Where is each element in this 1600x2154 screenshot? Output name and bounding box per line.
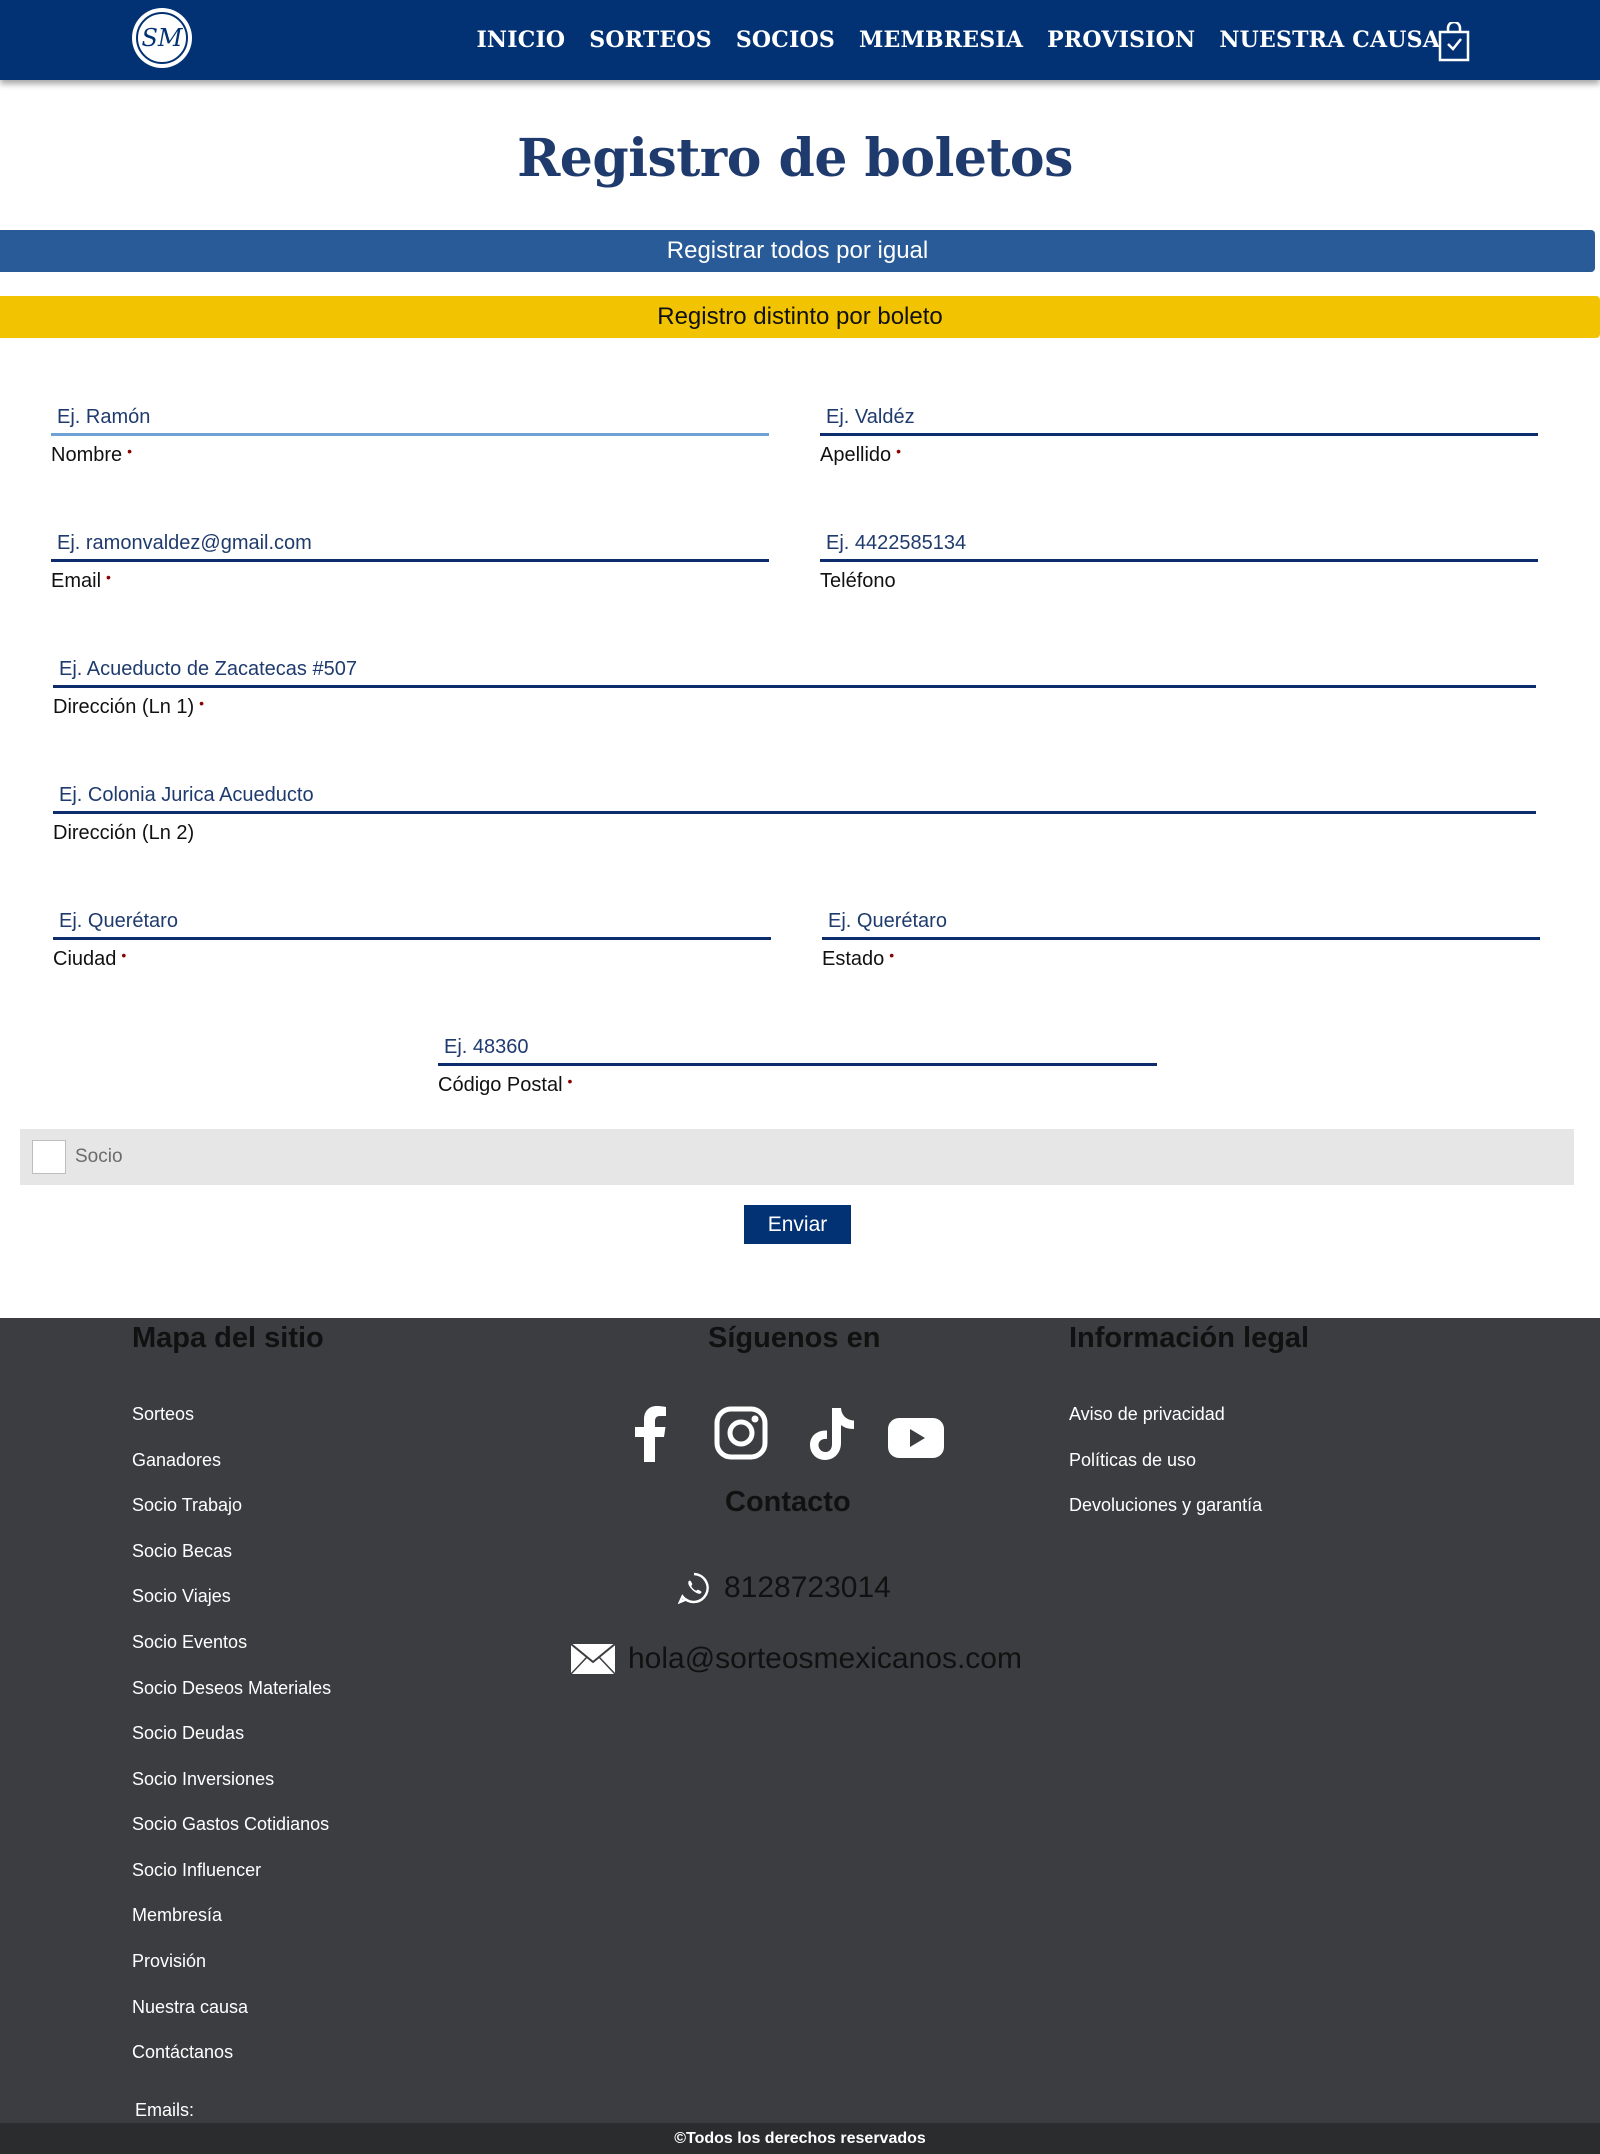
logo-monogram: SM xyxy=(136,12,188,64)
required-marker: • xyxy=(199,695,205,711)
required-marker: • xyxy=(567,1073,573,1089)
sitemap-link-nuestra-causa[interactable]: Nuestra causa xyxy=(132,1997,249,2017)
legal-heading: Información legal xyxy=(1069,1322,1310,1354)
codigo-postal-input[interactable] xyxy=(438,1026,1157,1066)
required-marker: • xyxy=(889,947,895,963)
sitemap-heading: Mapa del sitio xyxy=(132,1322,324,1354)
estado-label: Estado xyxy=(822,948,885,970)
envelope-icon xyxy=(570,1643,616,1675)
follow-heading: Síguenos en xyxy=(708,1322,881,1354)
register-distinct-button[interactable]: Registro distinto por boleto xyxy=(0,296,1600,338)
page-title: Registro de boletos xyxy=(517,128,1073,189)
youtube-icon[interactable] xyxy=(888,1418,944,1458)
telefono-field-group xyxy=(820,522,1538,593)
sitemap-link-socio-eventos[interactable]: Socio Eventos xyxy=(132,1632,248,1652)
nav-provision[interactable]: PROVISION xyxy=(1047,27,1196,53)
ciudad-label: Ciudad xyxy=(53,948,117,970)
apellido-label: Apellido xyxy=(820,444,892,466)
nav-sorteos[interactable]: SORTEOS xyxy=(589,27,712,53)
estado-field-group xyxy=(822,900,1540,971)
sitemap-link-socio-deudas[interactable]: Socio Deudas xyxy=(132,1723,245,1743)
estado-input[interactable] xyxy=(822,900,1540,940)
site-logo[interactable] xyxy=(132,8,192,68)
contact-phone[interactable] xyxy=(678,1571,891,1605)
socio-label: Socio xyxy=(75,1146,123,1167)
sitemap-link-ganadores[interactable]: Ganadores xyxy=(132,1450,222,1470)
top-navbar xyxy=(0,0,1600,80)
email-label: Email xyxy=(51,570,102,592)
required-marker: • xyxy=(896,443,902,459)
sitemap-link-contactanos[interactable]: Contáctanos xyxy=(132,2042,234,2062)
copyright-bar xyxy=(0,2123,1600,2154)
required-marker: • xyxy=(121,947,127,963)
contact-email-text: hola@sorteosmexicanos.com xyxy=(628,1642,1022,1675)
sitemap-link-sorteos[interactable]: Sorteos xyxy=(132,1404,195,1424)
shopping-bag-icon[interactable] xyxy=(1438,22,1470,62)
nav-inicio[interactable]: INICIO xyxy=(476,27,566,53)
email-field-group xyxy=(51,522,769,593)
sitemap-link-provision[interactable]: Provisión xyxy=(132,1951,207,1971)
required-marker: • xyxy=(106,569,111,585)
sitemap-link-membresia[interactable]: Membresía xyxy=(132,1905,223,1925)
sitemap-link-socio-viajes[interactable]: Socio Viajes xyxy=(132,1586,231,1606)
direccion2-input[interactable] xyxy=(53,774,1536,814)
ciudad-input[interactable] xyxy=(53,900,771,940)
direccion1-label: Dirección (Ln 1) xyxy=(53,696,195,718)
sitemap-link-socio-inversiones[interactable]: Socio Inversiones xyxy=(132,1769,275,1789)
submit-button[interactable]: Enviar xyxy=(744,1205,851,1244)
contact-email[interactable] xyxy=(570,1642,1022,1676)
whatsapp-icon xyxy=(678,1572,710,1604)
emails-label: Emails: xyxy=(135,2100,195,2120)
main-nav xyxy=(476,0,1440,80)
nombre-label: Nombre xyxy=(51,444,123,466)
sitemap-link-socio-gastos[interactable]: Socio Gastos Cotidianos xyxy=(132,1814,330,1834)
ciudad-field-group xyxy=(53,900,771,971)
register-all-same-button[interactable]: Registrar todos por igual xyxy=(0,230,1595,272)
tiktok-icon[interactable] xyxy=(806,1406,858,1462)
nav-nuestra-causa[interactable]: NUESTRA CAUSA xyxy=(1219,27,1440,53)
sitemap-link-socio-deseos[interactable]: Socio Deseos Materiales xyxy=(132,1678,332,1698)
nav-socios[interactable]: SOCIOS xyxy=(735,27,835,53)
sitemap-link-socio-influencer[interactable]: Socio Influencer xyxy=(132,1860,262,1880)
nav-membresia[interactable]: MEMBRESIA xyxy=(858,27,1024,53)
instagram-icon[interactable] xyxy=(714,1406,768,1460)
copyright-text: ©Todos los derechos reservados xyxy=(674,2129,926,2147)
contact-heading: Contacto xyxy=(725,1486,851,1518)
legal-link-politicas[interactable]: Políticas de uso xyxy=(1069,1450,1197,1470)
socio-checkbox-row xyxy=(20,1129,1574,1185)
codigo-postal-label: Código Postal xyxy=(438,1074,563,1096)
direccion1-input[interactable] xyxy=(53,648,1536,688)
direccion2-field-group xyxy=(53,774,1536,845)
codigo-postal-field-group xyxy=(438,1026,1157,1097)
email-input[interactable] xyxy=(51,522,769,562)
contact-phone-text: 8128723014 xyxy=(724,1571,891,1604)
apellido-field-group xyxy=(820,396,1538,467)
sitemap-link-socio-becas[interactable]: Socio Becas xyxy=(132,1541,233,1561)
nombre-input[interactable] xyxy=(51,396,769,436)
legal-link-devoluciones[interactable]: Devoluciones y garantía xyxy=(1069,1495,1263,1515)
telefono-label: Teléfono xyxy=(820,570,896,592)
facebook-icon[interactable] xyxy=(632,1406,668,1462)
sitemap-link-socio-trabajo[interactable]: Socio Trabajo xyxy=(132,1495,243,1515)
legal-link-privacidad[interactable]: Aviso de privacidad xyxy=(1069,1404,1225,1424)
direccion2-label: Dirección (Ln 2) xyxy=(53,822,195,844)
socio-checkbox[interactable] xyxy=(32,1140,66,1174)
telefono-input[interactable] xyxy=(820,522,1538,562)
required-marker: • xyxy=(127,443,133,459)
direccion1-field-group xyxy=(53,648,1536,719)
apellido-input[interactable] xyxy=(820,396,1538,436)
nombre-field-group xyxy=(51,396,769,467)
